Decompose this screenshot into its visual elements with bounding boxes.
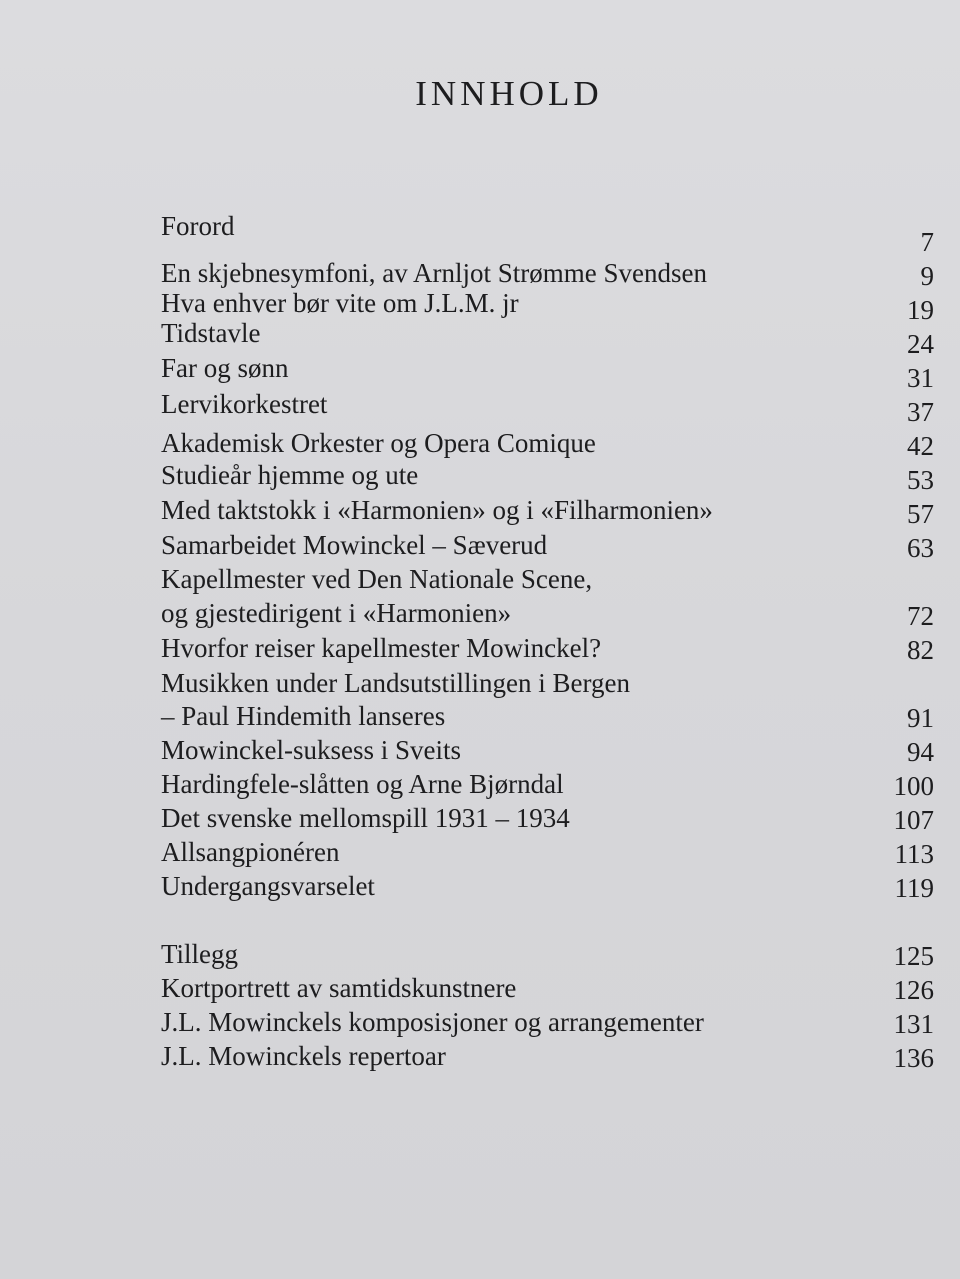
toc-entry-title: Tidstavle — [161, 318, 261, 348]
toc-entry-page: 37 — [907, 397, 934, 427]
toc-entry-page: 131 — [893, 1009, 934, 1039]
toc-entry-page: 125 — [893, 941, 934, 971]
toc-entry-page: 19 — [907, 295, 934, 325]
toc-entry-page: 42 — [907, 431, 934, 461]
toc-entry-page: 31 — [907, 363, 934, 393]
toc-entry-title: Mowinckel-suksess i Sveits — [161, 735, 461, 765]
toc-entry-page: 126 — [893, 975, 934, 1005]
toc-entry-page: 107 — [893, 805, 934, 835]
toc-entry-title: Kortportrett av samtidskunstnere — [161, 973, 517, 1003]
toc-entry-title: Hvorfor reiser kapellmester Mowinckel? — [161, 633, 602, 663]
toc-entry-title: Studieår hjemme og ute — [161, 460, 419, 490]
toc-entry-page: 82 — [907, 635, 934, 665]
toc-entry-page: 53 — [907, 465, 934, 495]
toc-entry-page: 24 — [907, 329, 934, 359]
toc-entry-title: – Paul Hindemith lanseres — [161, 701, 446, 731]
toc-entry-title: Hardingfele-slåtten og Arne Bjørndal — [161, 769, 564, 799]
toc-entry-page: 63 — [907, 533, 934, 563]
toc-entry-page: 100 — [893, 771, 934, 801]
toc-entry-title: Undergangsvarselet — [161, 871, 375, 901]
toc-entry-page: 9 — [920, 261, 934, 291]
toc-entry-title: En skjebnesymfoni, av Arnljot Strømme Svendsen — [161, 258, 707, 288]
toc-entry-title: J.L. Mowinckels komposisjoner og arrangementer — [161, 1007, 704, 1037]
toc-entry-page: 7 — [920, 227, 934, 257]
toc-entry-title: Akademisk Orkester og Opera Comique — [161, 428, 596, 458]
toc-entry-title: Tillegg — [161, 939, 239, 969]
toc-entry-page: 113 — [894, 839, 934, 869]
toc-entry-title: Samarbeidet Mowinckel – Sæverud — [161, 530, 548, 560]
toc-entry-title: og gjestedirigent i «Harmonien» — [161, 598, 512, 628]
toc-entry-title: Allsangpionéren — [161, 837, 340, 867]
toc-entry-page: 119 — [894, 873, 934, 903]
toc-entry-page: 136 — [893, 1043, 934, 1073]
toc-entry-title: Forord — [161, 211, 235, 241]
toc-entry-title: J.L. Mowinckels repertoar — [161, 1041, 446, 1071]
toc-entry-page: 72 — [907, 601, 934, 631]
toc-entry-title: Lervikorkestret — [161, 389, 328, 419]
toc-entry-title: Det svenske mellomspill 1931 – 1934 — [161, 803, 570, 833]
toc-entry-page: 57 — [907, 499, 934, 529]
toc-entry-page: 91 — [907, 703, 934, 733]
toc-entry-page: 94 — [907, 737, 934, 767]
toc-entry-title: Hva enhver bør vite om J.L.M. jr — [161, 288, 519, 318]
toc-entry-title: Far og sønn — [161, 353, 289, 383]
toc-entry-title: Kapellmester ved Den Nationale Scene, — [161, 564, 593, 594]
page-title: INNHOLD — [415, 74, 603, 113]
toc-entry-title: Med taktstokk i «Harmonien» og i «Filharmonien» — [161, 495, 713, 525]
toc-entry-title: Musikken under Landsutstillingen i Bergen — [161, 668, 630, 698]
